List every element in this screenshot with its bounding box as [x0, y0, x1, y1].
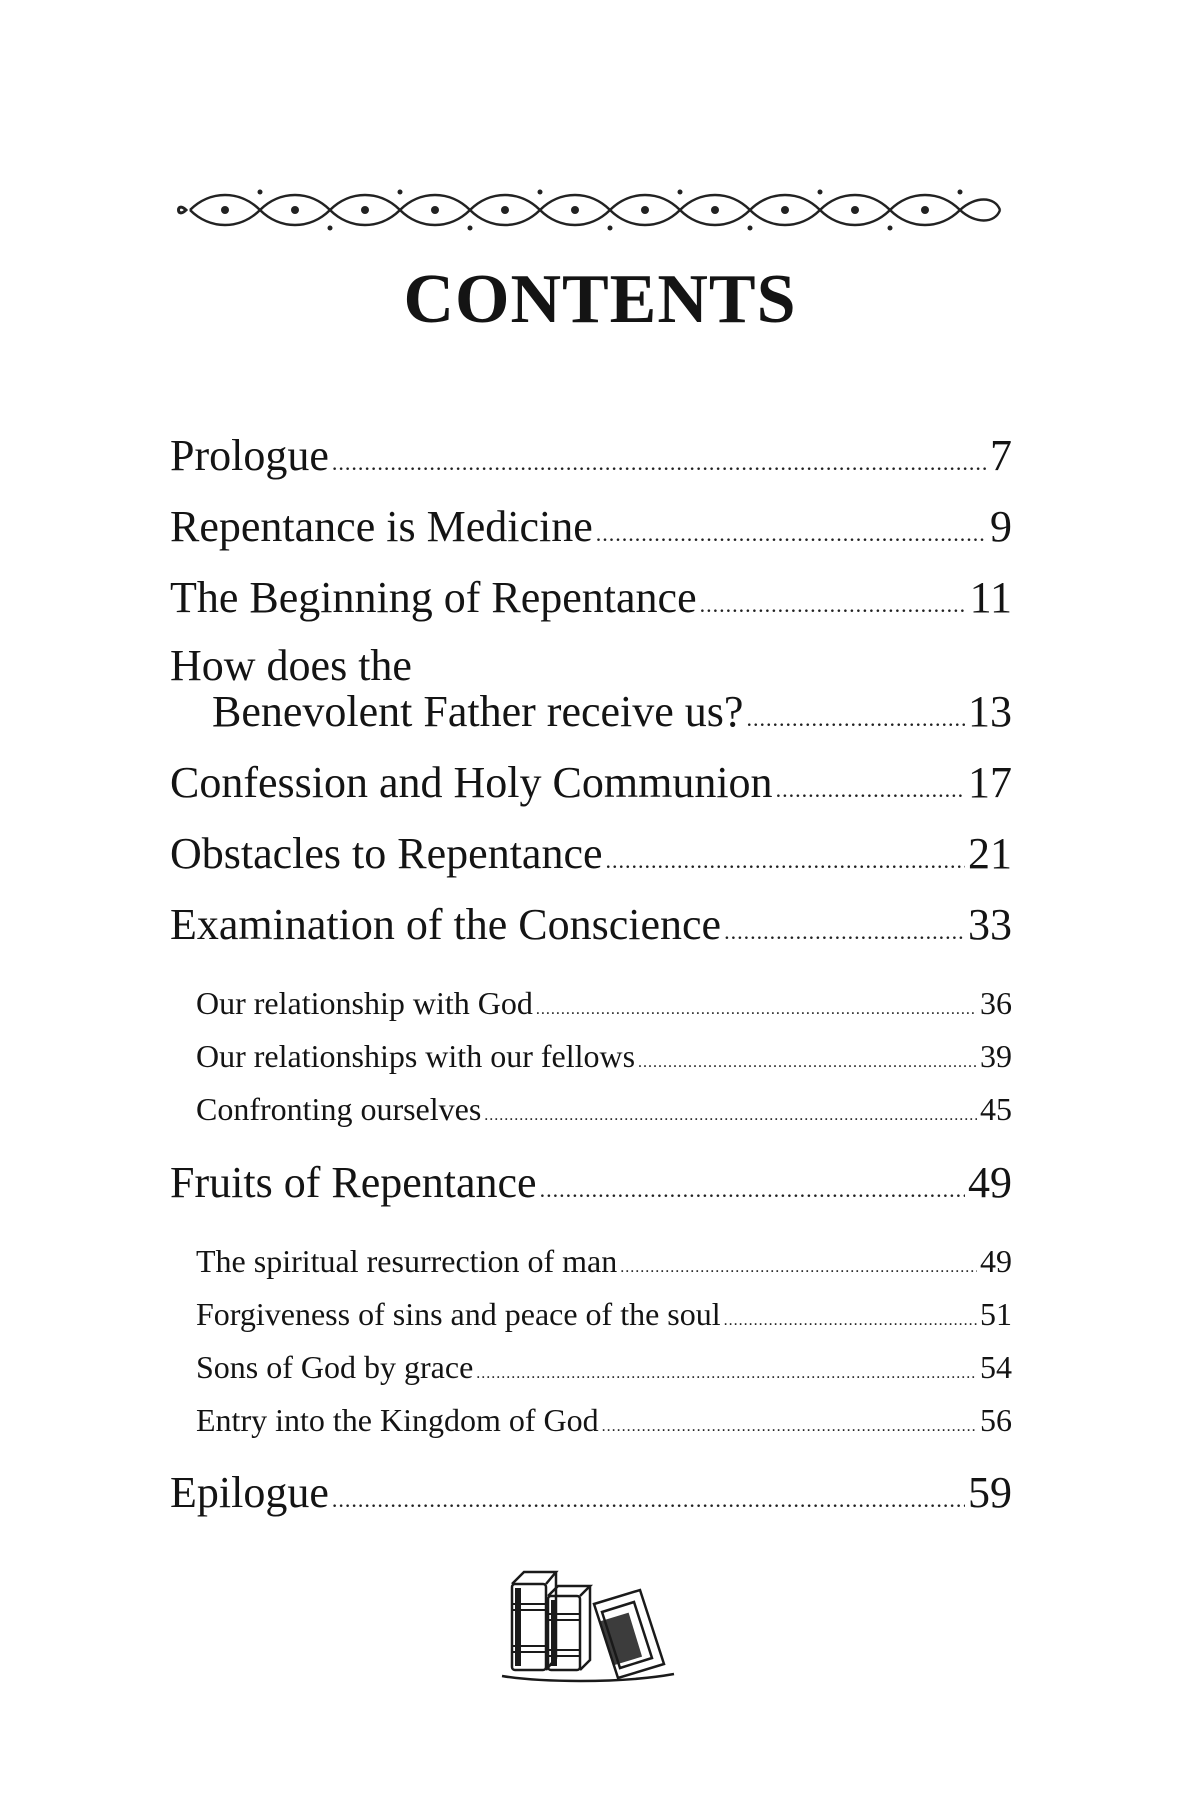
dot-leader: [536, 1001, 977, 1019]
toc-subentry-confronting-ourselves[interactable]: [196, 1091, 1012, 1128]
toc-entry-beginning-of-repentance[interactable]: [170, 572, 1012, 623]
dot-leader: [746, 706, 965, 732]
dot-leader: [620, 1259, 977, 1277]
toc-entry-examination-of-the-conscience[interactable]: [170, 899, 1012, 950]
dot-leader: [602, 1418, 977, 1436]
dot-leader: [638, 1054, 977, 1072]
toc-entry-label: Repentance is Medicine: [170, 502, 593, 551]
toc-entry-label: Benevolent Father receive us?: [212, 687, 744, 736]
toc-subentry-relationship-with-god[interactable]: [196, 985, 1012, 1022]
toc-entry-obstacles-to-repentance[interactable]: [170, 828, 1012, 879]
toc-page-number: 45: [980, 1091, 1012, 1127]
toc-entry-label: Prologue: [170, 431, 329, 480]
toc-entry-label: Epilogue: [170, 1468, 329, 1517]
dot-leader: [776, 777, 965, 803]
toc-page-number: 59: [968, 1468, 1012, 1517]
toc-subentry-sons-of-god[interactable]: [196, 1349, 1012, 1386]
toc-entry-label: Confession and Holy Communion: [170, 758, 773, 807]
toc-entry-benevolent-father[interactable]: [212, 686, 1012, 737]
dot-leader: [700, 592, 967, 618]
ornamental-border-icon: [170, 182, 1012, 238]
page-title: CONTENTS: [403, 261, 797, 338]
toc-page-number: 39: [980, 1038, 1012, 1074]
toc-entry-prologue[interactable]: [170, 430, 1012, 481]
toc-page-number: 33: [968, 900, 1012, 949]
toc-entry-label: Sons of God by grace: [196, 1349, 474, 1385]
toc-entry-label: Examination of the Conscience: [170, 900, 722, 949]
toc-page-number: 9: [990, 502, 1012, 551]
books-illustration-icon: [498, 1560, 678, 1690]
toc-entry-label: Obstacles to Repentance: [170, 829, 603, 878]
toc-entry-repentance-is-medicine[interactable]: [170, 501, 1012, 552]
toc-entry-confession-and-holy-communion[interactable]: [170, 757, 1012, 808]
toc-entry-label: Confronting ourselves: [196, 1091, 482, 1127]
toc-subentry-relationships-with-fellows[interactable]: [196, 1038, 1012, 1075]
toc-subentry-spiritual-resurrection[interactable]: [196, 1243, 1012, 1280]
toc-entry-label: Entry into the Kingdom of God: [196, 1402, 599, 1438]
dot-leader: [724, 1312, 977, 1330]
toc-entry-label: Our relationship with God: [196, 985, 533, 1021]
toc-page-number: 11: [969, 573, 1012, 622]
toc-subentry-entry-into-kingdom[interactable]: [196, 1402, 1012, 1439]
toc-page-number: 49: [980, 1243, 1012, 1279]
dot-leader: [596, 521, 987, 547]
toc-entry-epilogue[interactable]: [170, 1467, 1012, 1518]
dot-leader: [724, 919, 965, 945]
toc-entry-label: Our relationships with our fellows: [196, 1038, 636, 1074]
toc-subentry-forgiveness-of-sins[interactable]: [196, 1296, 1012, 1333]
toc-entry-fruits-of-repentance[interactable]: [170, 1157, 1012, 1208]
dot-leader: [606, 848, 965, 874]
toc-page-number: 7: [990, 431, 1012, 480]
toc-page-number: 17: [968, 758, 1012, 807]
toc-page-number: 13: [968, 687, 1012, 736]
dot-leader: [484, 1107, 977, 1125]
toc-page-number: 21: [968, 829, 1012, 878]
dot-leader: [332, 450, 987, 476]
dot-leader: [476, 1365, 977, 1383]
toc-entry-label: The Beginning of Repentance: [170, 573, 697, 622]
toc-page-number: 56: [980, 1402, 1012, 1438]
toc-entry-label: Fruits of Repentance: [170, 1158, 537, 1207]
toc-entry-label: Forgiveness of sins and peace of the soul: [196, 1296, 721, 1332]
toc-page-number: 54: [980, 1349, 1012, 1385]
toc-entry-label: The spiritual resurrection of man: [196, 1243, 618, 1279]
toc-page-number: 51: [980, 1296, 1012, 1332]
dot-leader: [540, 1177, 965, 1203]
toc-entry-label-line1: How does the: [170, 641, 412, 690]
toc-page-number: 36: [980, 985, 1012, 1021]
dot-leader: [332, 1487, 965, 1513]
toc-page-number: 49: [968, 1158, 1012, 1207]
